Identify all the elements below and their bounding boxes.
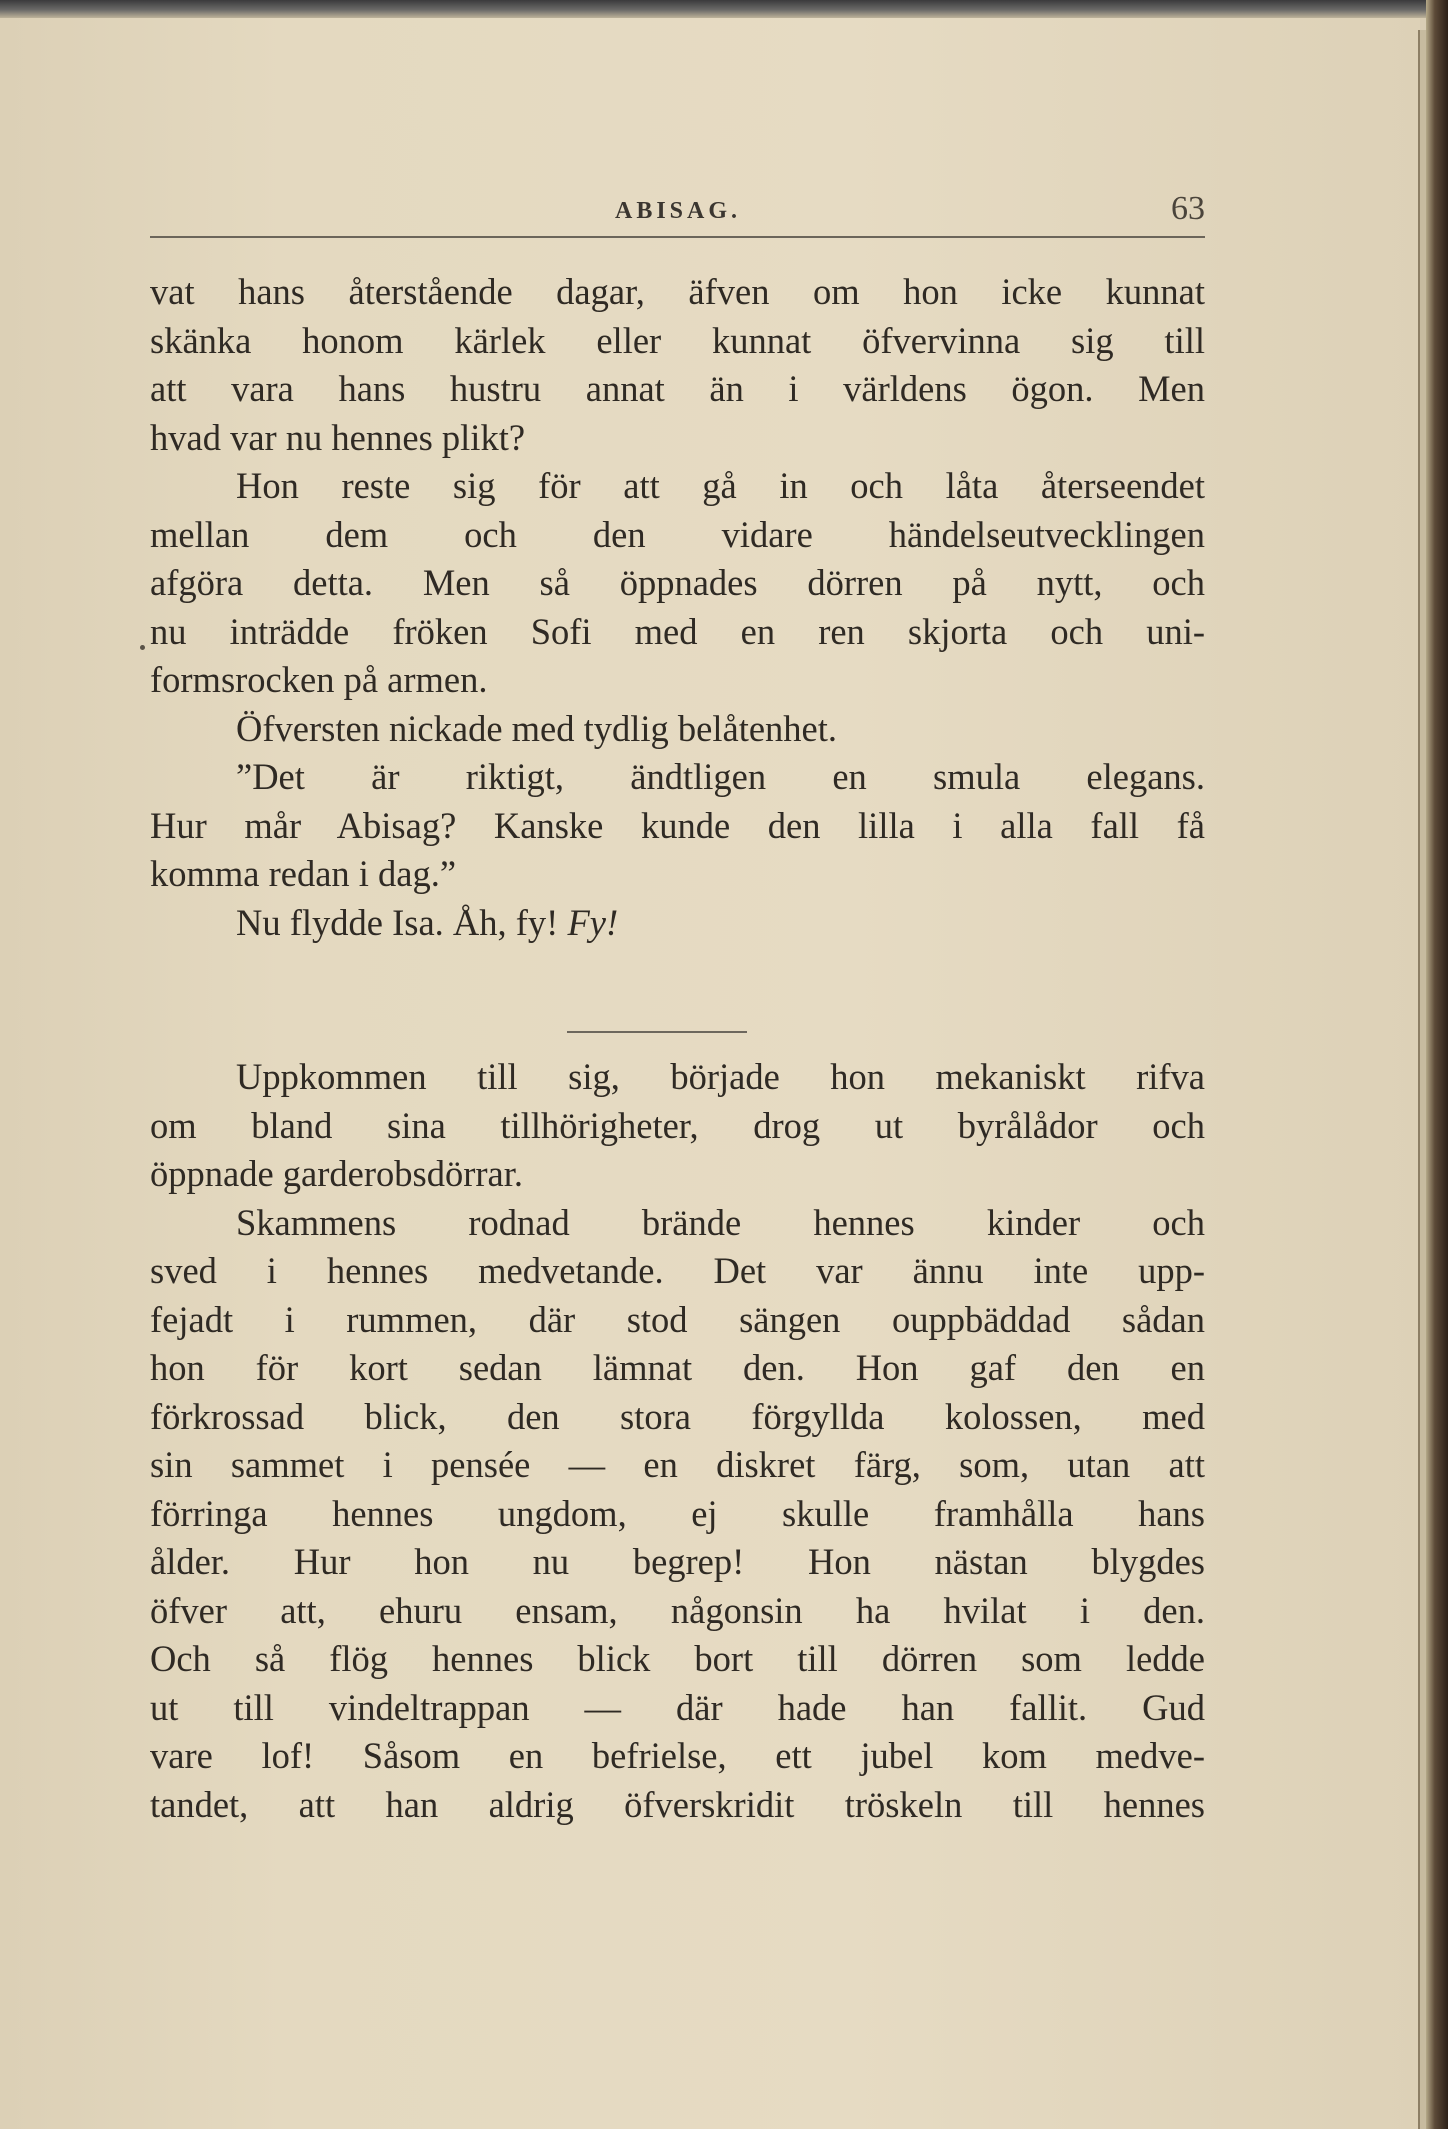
text-section-bottom [150,1053,1205,1829]
text-line: skänka honom kärlek eller kunnat öfvervinna sig till [150,319,1205,361]
text-line: sved i hennes medvetande. Det var ännu inte upp- [150,1250,1205,1291]
running-head: ABISAG. [615,198,742,224]
text-line: ut till vindeltrappan — där hade han fallit. Gud [150,1686,1205,1728]
text-line: hvad var nu hennes plikt? [150,416,526,458]
text-line: förkrossad blick, den stora förgyllda kolossen, med [150,1395,1205,1437]
page-header [150,188,1205,238]
text-line: öfver att, ehuru ensam, någonsin ha hvilat i den. [150,1589,1205,1631]
text-line: om bland sina tillhörigheter, drog ut byrålådor och [150,1104,1205,1146]
text-line: tandet, att han aldrig öfverskridit tröskeln till hennes [150,1783,1205,1825]
text-line: Uppkommen till sig, började hon mekaniskt rifva [236,1056,1205,1097]
book-top-edge [0,0,1448,18]
text-line: ålder. Hur hon nu begrep! Hon nästan blygdes [150,1541,1205,1582]
text-line: fejadt i rummen, där stod sängen ouppbäddad sådan [150,1298,1205,1340]
text-section-top [150,268,1205,947]
text-line: mellan dem och den vidare händelseutvecklingen [150,513,1205,555]
text-line: sin sammet i pensée — en diskret färg, som, utan att [150,1444,1205,1485]
text-line: vat hans återstående dagar, äfven om hon icke kunnat [150,271,1205,312]
text-line: Hon reste sig för att gå in och låta återseendet [236,465,1205,506]
text-line: vare lof! Såsom en befrielse, ett jubel kom medve- [150,1735,1205,1776]
text-line: formsrocken på armen. [150,659,488,700]
ink-speck [140,645,145,650]
text-line: förringa hennes ungdom, ej skulle framhålla hans [150,1492,1205,1534]
page-number: 63 [1171,190,1205,227]
text-line: Öfversten nickade med tydlig belåtenhet. [236,707,838,749]
text-line: hon för kort sedan lämnat den. Hon gaf den en [150,1347,1205,1388]
text-line: Hur mår Abisag? Kanske kunde den lilla i alla fall få [150,804,1205,846]
book-page-edge [1418,30,1426,2129]
text-line: komma redan i dag.” [150,853,457,894]
section-divider [567,1031,747,1033]
text-line [150,899,1205,948]
italic-emphasis: Fy! [567,901,619,943]
text-line: nu inträdde fröken Sofi med en ren skjorta och uni- [150,610,1205,652]
text-line: afgöra detta. Men så öppnades dörren på nytt, och [150,562,1205,603]
book-binding-edge [1426,0,1448,2129]
text-line: ”Det är riktigt, ändtligen en smula elegans. [236,756,1205,797]
text-fragment: Nu flydde Isa. Åh, fy! [236,901,559,943]
text-line: Skammens rodnad brände hennes kinder och [236,1201,1205,1243]
text-line: öppnade garderobsdörrar. [150,1153,523,1194]
text-line: att vara hans hustru annat än i världens ögon. Men [150,368,1205,409]
text-line: Och så flög hennes blick bort till dörren som ledde [150,1638,1205,1679]
